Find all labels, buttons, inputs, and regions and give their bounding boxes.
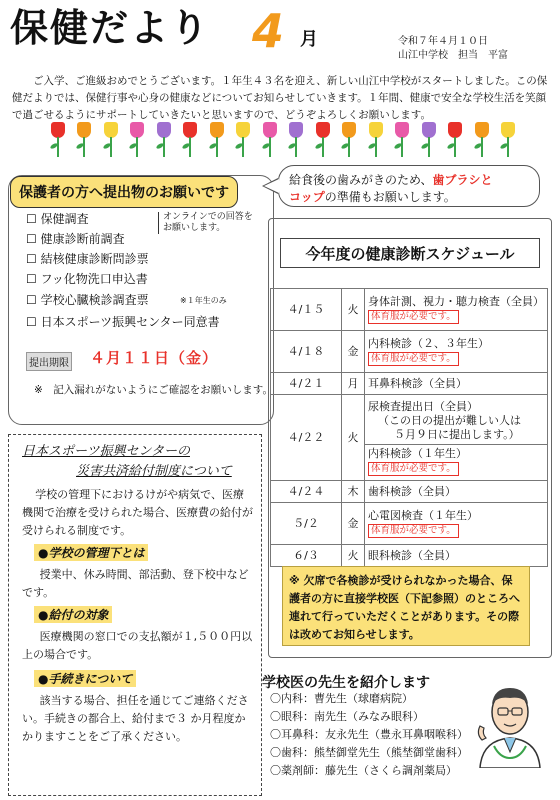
tulip-icon xyxy=(101,122,121,158)
request-item: ☐ フッ化物洗口申込書 xyxy=(26,272,148,286)
event-text: 心電図検査（１年生） xyxy=(368,509,478,522)
tulip-icon xyxy=(260,122,280,158)
request-item: ☐ 健康診断前調査 xyxy=(26,232,125,246)
tulip-icon xyxy=(154,122,174,158)
schedule-event xyxy=(365,331,548,373)
school-author: 山江中学校 担当 平富 xyxy=(398,50,508,61)
schedule-weekday: 火 xyxy=(342,289,365,331)
schedule-date: ４/２２ xyxy=(271,395,342,481)
tulip-icon xyxy=(233,122,253,158)
schedule-weekday: 火 xyxy=(342,395,365,481)
requests-title: 保護者の方へ提出物のお願いです xyxy=(10,176,238,208)
schedule-event xyxy=(365,395,548,481)
schedule-weekday: 木 xyxy=(342,481,365,503)
sports-paragraph-procedure: 該当する場合、担任を通じてご連絡ください。手続きの都合上、給付まで３ か月程度かかりますことをご了承ください。 xyxy=(22,694,249,743)
schedule-date: ４/１８ xyxy=(271,331,342,373)
event-text: 内科検診（１年生） xyxy=(365,444,547,461)
sports-title-line2: 災害共済給付制度について xyxy=(76,464,232,479)
gym-clothes-badge: 体育服が必要です。 xyxy=(368,524,459,538)
sports-heading-procedure: ●手続きについて xyxy=(34,670,136,687)
month-number: 4 xyxy=(252,4,285,58)
event-text: 内科検診（２、３年生） xyxy=(368,337,489,350)
confirm-note: ※ 記入漏れがないようにご確認をお願いします。 xyxy=(34,384,273,396)
absent-note: ※ 欠席で各検診が受けられなかった場合、保護者の方に直接学校医（下記参照）のところへ連れて行っていただくことがあります。その際は改めてお知らせします。 xyxy=(282,566,530,646)
table-row xyxy=(271,289,548,331)
gym-clothes-badge: 体育服が必要です。 xyxy=(368,310,459,324)
issue-date: 令和７年４月１０日 xyxy=(398,36,488,47)
sports-paragraph-eligibility: 医療機関の窓口での支払額が１,５００円以上の場合です。 xyxy=(22,630,253,661)
tulip-row xyxy=(48,122,518,160)
schedule-date: ６/３ xyxy=(271,545,342,567)
doctor-item: 〇薬剤師：藤先生（さくら調剤薬局） xyxy=(270,764,457,777)
schedule-date: ５/２ xyxy=(271,503,342,545)
sports-heading-eligibility: ●給付の対象 xyxy=(34,606,112,623)
schedule-weekday: 金 xyxy=(342,331,365,373)
request-item: ☐ 結核健康診断問診票 xyxy=(26,252,149,266)
schedule-date: ４/２４ xyxy=(271,481,342,503)
doctor-item: 〇内科：曹先生（球磨病院） xyxy=(270,692,413,705)
tulip-icon xyxy=(313,122,333,158)
bubble-highlight-toothbrush: 歯ブラシと xyxy=(432,173,493,187)
bubble-text-after: の準備もお願いします。 xyxy=(324,190,456,204)
event-text: 身体計測、視力・聴力検査（全員） xyxy=(368,295,544,308)
tulip-icon xyxy=(366,122,386,158)
gym-clothes-badge: 体育服が必要です。 xyxy=(368,462,459,476)
tulip-icon xyxy=(127,122,147,158)
sports-paragraph: 学校の管理下におけるけがや病気で、医療機関で治療を受けられた場合、医療費の給付が受けられる制度です。 xyxy=(22,488,253,537)
intro-paragraph: ご入学、ご進級おめでとうございます。１年生４３名を迎え、新しい山江中学校がスタートしました。この保健だよりでは、保健行事や心身の健康などについてお知らせしていきます。１年間、健康で安全な学校生活を笑顔で過ごせるようにサポートしていきたいと思いますので、どうぞよろしくお願いします。 xyxy=(12,75,548,121)
schedule-event: 歯科検診（全員） xyxy=(365,481,548,503)
tulip-icon xyxy=(48,122,68,158)
doctors-title: 学校医の先生を紹介します xyxy=(262,675,430,691)
tulip-icon xyxy=(472,122,492,158)
request-item: ☐ 学校心臓検診調査票 xyxy=(26,293,149,307)
newsletter-title: 保健だより xyxy=(10,6,211,50)
tulip-icon xyxy=(286,122,306,158)
request-item: ☐ 保健調査 xyxy=(26,212,89,226)
event-text: 尿検査提出日（全員） xyxy=(368,399,478,413)
doctor-item: 〇耳鼻科：友永先生（豊永耳鼻咽喉科） xyxy=(270,728,468,741)
table-row xyxy=(271,395,548,481)
schedule-weekday: 月 xyxy=(342,373,365,395)
event-subtext: （この日の提出が難しい人は xyxy=(378,413,521,427)
month-suffix: 月 xyxy=(300,29,318,50)
schedule-event xyxy=(365,503,548,545)
tulip-icon xyxy=(207,122,227,158)
schedule-event xyxy=(365,289,548,331)
table-row xyxy=(271,331,548,373)
doctor-item: 〇歯科：熊埜御堂先生（熊埜御堂歯科） xyxy=(270,746,468,759)
request-item: ☐ 日本スポーツ振興センター同意書 xyxy=(26,315,220,329)
schedule-event: 眼科検診（全員） xyxy=(365,545,548,567)
sports-title-line1: 日本スポーツ振興センターの xyxy=(22,444,190,459)
tulip-icon xyxy=(74,122,94,158)
sports-paragraph-school-control: 授業中、休み時間、部活動、登下校中などです。 xyxy=(22,568,249,599)
tulip-icon xyxy=(419,122,439,158)
sports-heading-school-control: ●学校の管理下とは xyxy=(34,544,148,561)
tulip-icon xyxy=(392,122,412,158)
gym-clothes-badge: 体育服が必要です。 xyxy=(368,352,459,366)
toothbrush-bubble xyxy=(278,165,540,207)
table-row xyxy=(271,481,548,503)
tulip-icon xyxy=(445,122,465,158)
table-row xyxy=(271,545,548,567)
event-subtext: ５月９日に提出します。） xyxy=(394,427,520,441)
tulip-icon xyxy=(498,122,518,158)
deadline-date: ４月１１日（金） xyxy=(90,349,219,367)
schedule-table xyxy=(270,288,548,567)
tulip-icon xyxy=(180,122,200,158)
doctor-illustration xyxy=(470,678,550,768)
schedule-date: ４/２１ xyxy=(271,373,342,395)
schedule-event: 耳鼻科検診（全員） xyxy=(365,373,548,395)
doctor-item: 〇眼科：南先生（みなみ眼科） xyxy=(270,710,424,723)
schedule-date: ４/１５ xyxy=(271,289,342,331)
deadline-label: 提出期限 xyxy=(26,352,72,371)
first-year-note: ※１年生のみ xyxy=(180,296,227,305)
table-row xyxy=(271,373,548,395)
table-row xyxy=(271,503,548,545)
tulip-icon xyxy=(339,122,359,158)
bubble-text-before: 給食後の歯みがきのため、 xyxy=(289,173,433,187)
bubble-tail-inner xyxy=(264,179,279,193)
schedule-weekday: 火 xyxy=(342,545,365,567)
bubble-highlight-cup: コップ xyxy=(289,190,325,204)
schedule-title: 今年度の健康診断スケジュール xyxy=(280,238,540,268)
schedule-weekday: 金 xyxy=(342,503,365,545)
online-note: オンラインでの回答をお願いします。 xyxy=(158,212,259,234)
